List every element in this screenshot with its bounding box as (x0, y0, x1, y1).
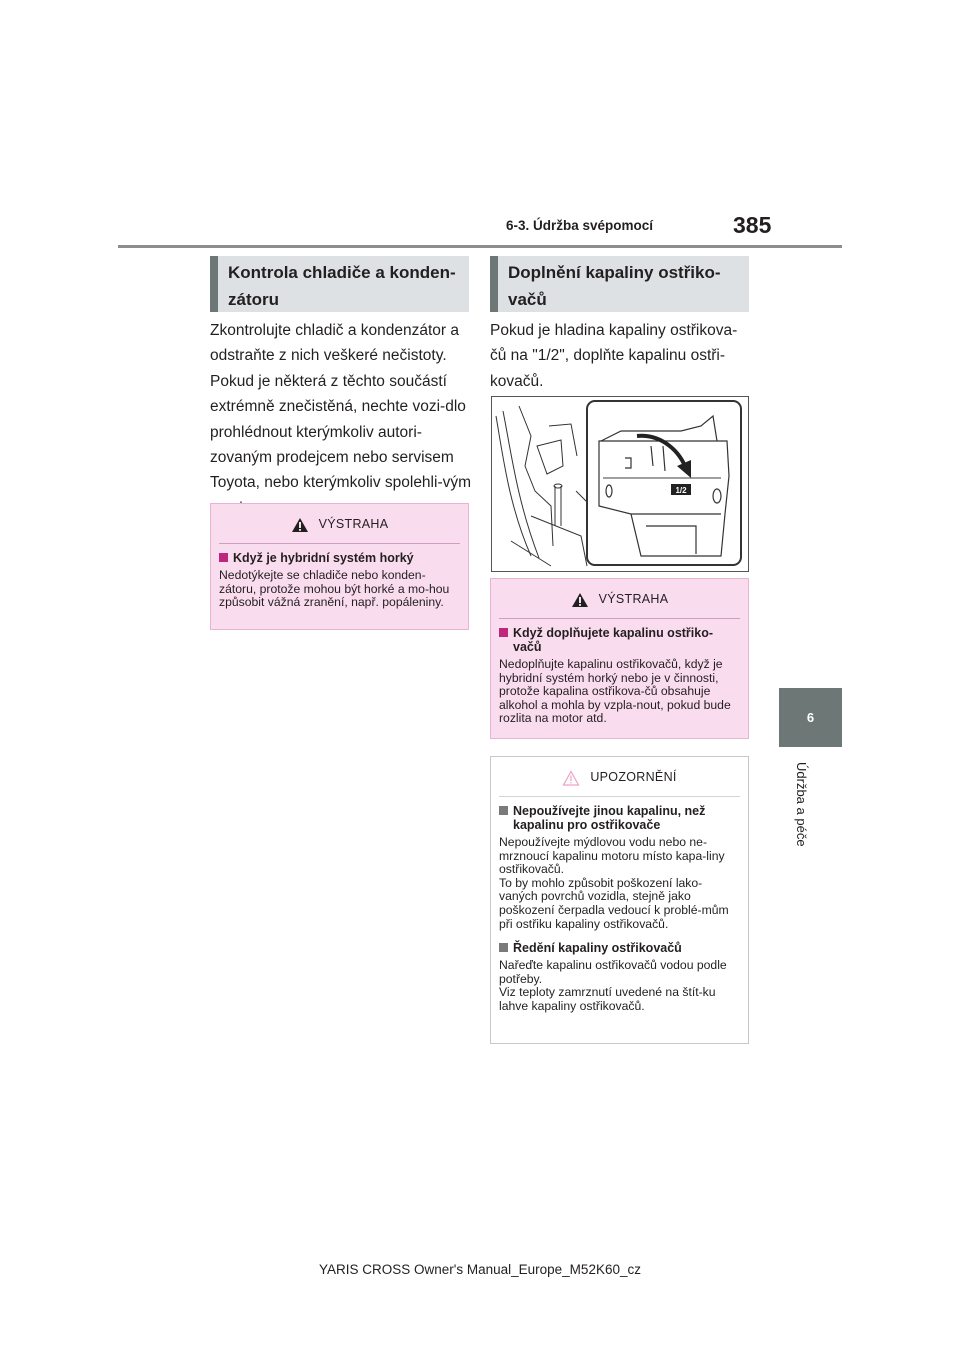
footer-text: YARIS CROSS Owner's Manual_Europe_M52K60_cz (319, 1262, 641, 1277)
warning-title (491, 587, 748, 613)
notice-item1-title-text: Nepoužívejte jinou kapalinu, než kapalinu pro ostřikovače (513, 804, 706, 832)
chapter-title: Údržba a péče (794, 762, 809, 847)
radiator-body-text: Zkontrolujte chladič a kondenzátor a odstraňte z nich veškeré nečistoty. Pokud je některá z těchto součástí extrémně znečistěná, nechte vozi-dlo prohlédnout kterýmkoliv autori-zovaným prodejcem nebo servisem Toyota, nebo kterýmkoliv spolehli-vým (210, 322, 472, 492)
radiator-heading-text: Kontrola chladiče a konden- zátoru (228, 263, 456, 309)
bullet-square-icon (499, 806, 508, 815)
warning-item-text: Nedotýkejte se chladiče nebo konden-zátoru, protože mohou být horké a mo-hou způsobit vážná zranění, např. popáleniny. (219, 568, 450, 610)
washer-reservoir-illustration (491, 396, 749, 572)
chapter-number: 6 (806, 710, 815, 725)
washer-body-text: Pokud je hladina kapaliny ostřikova-čů na "1/2", doplňte kapalinu ostři-kovačů. (490, 322, 738, 390)
notice-box (490, 756, 749, 1044)
warning-item-title-text: Když doplňujete kapalinu ostřiko-vačů (513, 626, 714, 654)
warning-item-title (219, 551, 460, 565)
warning-divider (499, 618, 740, 619)
radiator-warning-box (210, 503, 469, 630)
bullet-square-icon (499, 943, 508, 952)
chapter-tab (779, 688, 842, 747)
notice-title-text: UPOZORNĚNÍ (590, 770, 677, 785)
caution-triangle-icon (562, 770, 580, 786)
washer-reservoir-drawing (491, 396, 749, 572)
warning-item-title (499, 626, 740, 654)
notice-item1-text: Nepoužívejte mýdlovou vodu nebo ne-mrznoucí kapalinu motoru místo kapa-liny ostřikovačů. To by mohlo způsobit poškození lako-vaných povrchů vozidla, stejně jako poškození čerpadla vedoucí k problé-mům při ostřiku kapaliny ostřikovačů. (499, 835, 729, 931)
bullet-square-icon (499, 628, 508, 637)
notice-item1-title (499, 804, 740, 832)
warning-item-text: Nedoplňujte kapalinu ostřikovačů, když je hybridní systém horký nebo je v činnosti, protože kapalina ostřikova-čů obsahuje alkohol a mohla by vzpla-nout, pokud bude rozlita na motor atd. (499, 657, 731, 726)
section-title: 6-3. Údržba svépomocí (506, 218, 654, 233)
warning-triangle-icon (571, 592, 589, 608)
warning-divider (219, 543, 460, 544)
header-divider (118, 245, 842, 248)
notice-divider (499, 796, 740, 797)
notice-item2-title-text: Ředění kapaliny ostřikovačů (513, 941, 682, 956)
page-number: 385 (733, 212, 772, 238)
washer-heading-text: Doplnění kapaliny ostřiko- vačů (508, 263, 721, 309)
warning-title-text: VÝSTRAHA (598, 592, 669, 607)
bullet-square-icon (219, 553, 228, 562)
level-label: 1/2 (675, 486, 687, 495)
warning-title (211, 512, 468, 538)
notice-item2-title (499, 941, 740, 955)
radiator-section-heading (210, 256, 469, 312)
warning-triangle-icon (291, 517, 309, 533)
warning-title-text: VÝSTRAHA (318, 517, 389, 532)
washer-section-heading (490, 256, 749, 312)
washer-warning-box (490, 578, 749, 739)
notice-item2-text: Nařeďte kapalinu ostřikovačů vodou podle potřeby. Viz teploty zamrznutí uvedené na štít-ku lahve kapaliny ostřikovačů. (499, 958, 727, 1013)
warning-item-title-text: Když je hybridní systém horký (233, 551, 414, 565)
notice-title (491, 765, 748, 791)
